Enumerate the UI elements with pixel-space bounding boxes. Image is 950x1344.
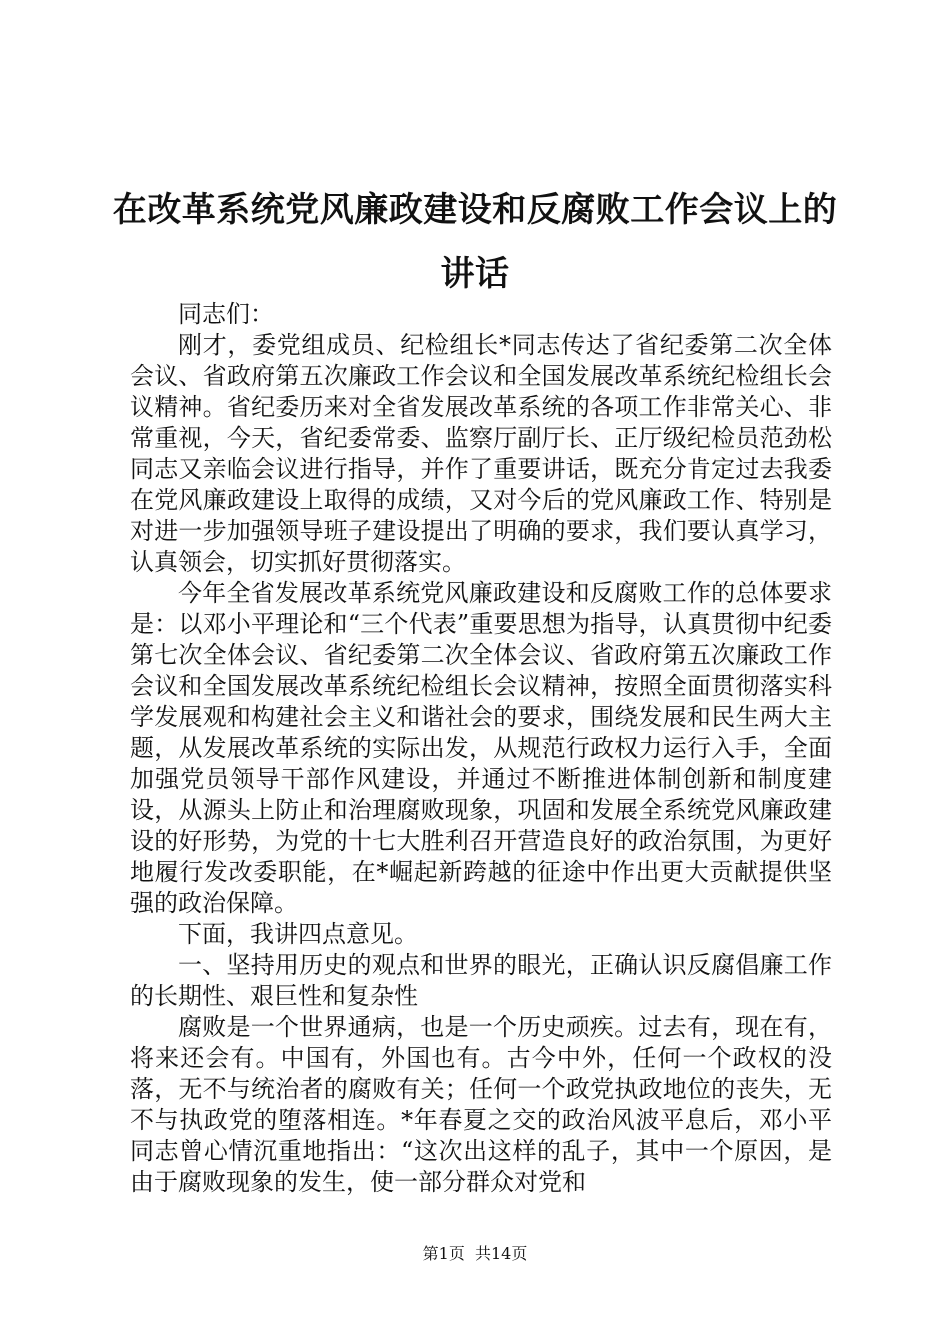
page-footer — [0, 1243, 950, 1265]
body-paragraph: 今年全省发展改革系统党风廉政建设和反腐败工作的总体要求是：以邓小平理论和“三个代表”重要思想为指导，认真贯彻中纪委第七次全体会议、省纪委第二次全体会议、省政府第五次廉政工作会议和全国发展改革系统纪检组长会议精神，按照全面贯彻落实科学发展观和构建社会主义和谐社会的要求，围绕发展和民生两大主题，从发展改革系统的实际出发，从规范行政权力运行入手，全面加强党员领导干部作风建设，并通过不断推进体制创新和制度建设，从源头上防止和治理腐败现象，巩固和发展全系统党风廉政建设的好形势，为党的十七大胜利召开营造良好的政治氛围，为更好地履行发改委职能，在*崛起新跨越的征途中作出更大贡献提供坚强的政治保障。 — [130, 579, 832, 917]
body-paragraph: 刚才，委党组成员、纪检组长*同志传达了省纪委第二次全体会议、省政府第五次廉政工作会议和全国发展改革系统纪检组长会议精神。省纪委历来对全省发展改革系统的各项工作非常关心、非常重视，今天，省纪委常委、监察厅副厅长、正厅级纪检员范劲松同志又亲临会议进行指导，并作了重要讲话，既充分肯定过去我委在党风廉政建设上取得的成绩，又对今后的党风廉政工作、特别是对进一步加强领导班子建设提出了明确的要求，我们要认真学习，认真领会，切实抓好贯彻落实。 — [130, 331, 832, 576]
body-paragraph: 下面，我讲四点意见。 — [178, 920, 418, 948]
page-number: 第1页 共14页 — [422, 1244, 528, 1263]
document-body — [130, 299, 832, 1198]
body-paragraph: 腐败是一个世界通病，也是一个历史顽疾。过去有，现在有，将来还会有。中国有，外国也有。古今中外，任何一个政权的没落，无不与统治者的腐败有关；任何一个政党执政地位的丧失，无不与执政党的堕落相连。*年春夏之交的政治风波平息后，邓小平同志曾心情沉重地指出：“这次出这样的乱子，其中一个原因，是由于腐败现象的发生，使一部分群众对党和 — [130, 1013, 832, 1196]
section-heading: 一、坚持用历史的观点和世界的眼光，正确认识反腐倡廉工作的长期性、艰巨性和复杂性 — [130, 951, 832, 1010]
document-title: 在改革系统党风廉政建设和反腐败工作会议上的讲话 — [112, 190, 838, 294]
salutation: 同志们： — [178, 300, 274, 328]
